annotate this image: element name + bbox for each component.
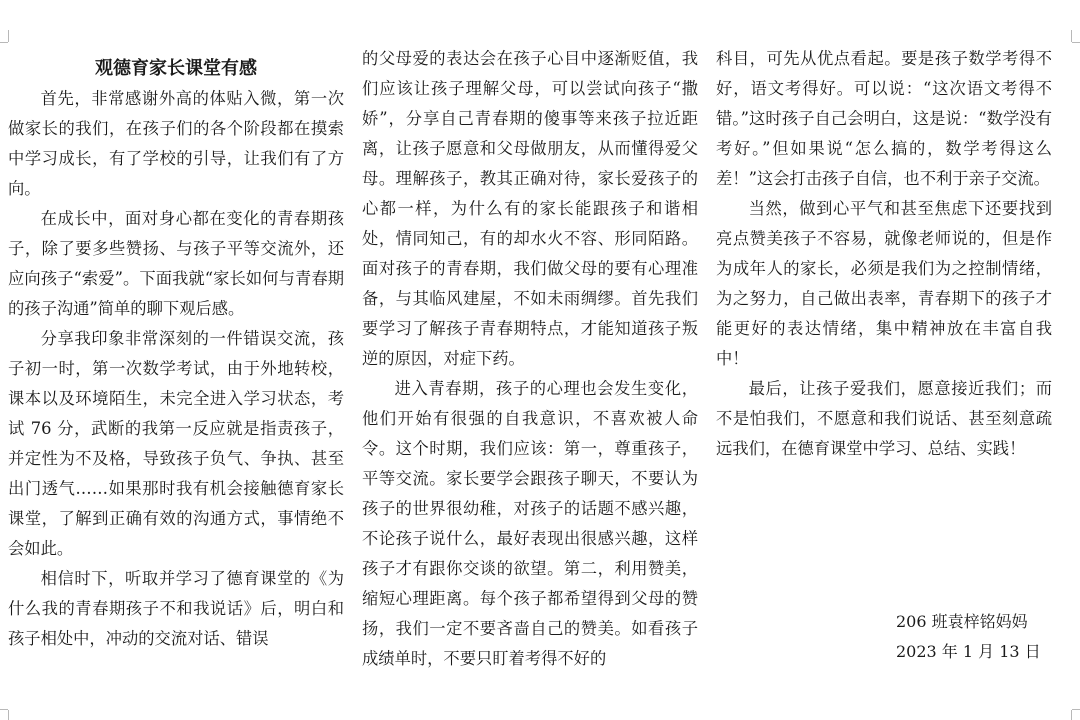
paragraph: 在成长中，面对身心都在变化的青春期孩子，除了要多些赞扬、与孩子平等交流外，还应向孩子“索爱”。下面我就“家长如何与青春期的孩子沟通”简单的聊下观后感。: [8, 209, 344, 318]
crop-mark-bottom-left: [0, 710, 9, 720]
crop-mark-bottom-right-h: [1072, 709, 1080, 710]
signature-date: 2023 年 1 月 13 日: [896, 642, 1041, 661]
paragraph: 相信时下，听取并学习了德育课堂的《为什么我的青春期孩子不和我说话》后，明白和孩子相处中，冲动的交流对话、错误: [8, 569, 344, 648]
crop-mark-top-right: [1071, 30, 1080, 42]
text-column-3: [716, 44, 1052, 464]
crop-mark-bottom-right: [1071, 710, 1080, 720]
paragraph: 进入青春期，孩子的心理也会发生变化，他们开始有很强的自我意识，不喜欢被人命令。这个时期，我们应该：第一，尊重孩子，平等交流。家长要学会跟孩子聊天，不要认为孩子的世界很幼稚，对孩子的话题不感兴趣，不论孩子说什么，最好表现出很感兴趣，这样孩子才有跟你交谈的欲望。第二，利用赞美，缩短心理距离。每个孩子都希望得到父母的赞扬，我们一定不要吝啬自己的赞美。如看孩子成绩单时，不要只盯着考得不好的: [362, 379, 698, 668]
paragraph: 首先，非常感谢外高的体贴入微，第一次做家长的我们，在孩子们的各个阶段都在摸索中学习成长，有了学校的引导，让我们有了方向。: [8, 89, 344, 198]
paragraph-continued: 科目，可先从优点看起。要是孩子数学考得不好，语文考得好。可以说：“这次语文考得不错。”这时孩子自己会明白，这是说：“数学没有考好。”但如果说“怎么搞的，数学考得这么差！”这会打击孩子自信，也不利于亲子交流。: [716, 49, 1052, 188]
crop-mark-top-left: [0, 30, 9, 42]
signature-author: 206 班袁梓铭妈妈: [896, 612, 1028, 631]
crop-mark-top-left-h: [0, 42, 8, 43]
paragraph-continued: 的父母爱的表达会在孩子心目中逐渐贬值，我们应该让孩子理解父母，可以尝试向孩子“撒娇”，分享自己青春期的傻事等来孩子拉近距离，让孩子愿意和父母做朋友，从而懂得爱父母。理解孩子，教其正确对待，家长爱孩子的心都一样，为什么有的家长能跟孩子和谐相处，情同知己，有的却水火不容、形同陌路。面对孩子的青春期，我们做父母的要有心理准备，与其临风建屋，不如未雨绸缪。首先我们要学习了解孩子青春期特点，才能知道孩子叛逆的原因，对症下药。: [362, 49, 698, 368]
document-title: 观德育家长课堂有感: [95, 58, 257, 79]
text-column-1: [8, 54, 344, 654]
paragraph: 分享我印象非常深刻的一件错误交流，孩子初一时，第一次数学考试，由于外地转校，课本以及环境陌生，未完全进入学习状态，考试 76 分，武断的我第一反应就是指责孩子，并定性为不及格，导致孩子负气、争执、甚至出门透气……如果那时我有机会接触德育家长课堂，了解到正确有效的沟通方式，事情绝不会如此。: [8, 329, 344, 558]
paragraph: 最后，让孩子爱我们，愿意接近我们；而不是怕我们，不愿意和我们说话、甚至刻意疏远我们，在德育课堂中学习、总结、实践！: [716, 379, 1052, 458]
paragraph: 当然，做到心平气和甚至焦虑下还要找到亮点赞美孩子不容易，就像老师说的，但是作为成年人的家长，必须是我们为之控制情绪，为之努力，自己做出表率，青春期下的孩子才能更好的表达情绪，集中精神放在丰富自我中！: [716, 199, 1052, 368]
crop-mark-top-right-h: [1072, 42, 1080, 43]
text-column-2: [362, 44, 698, 674]
crop-mark-bottom-left-h: [0, 709, 8, 710]
